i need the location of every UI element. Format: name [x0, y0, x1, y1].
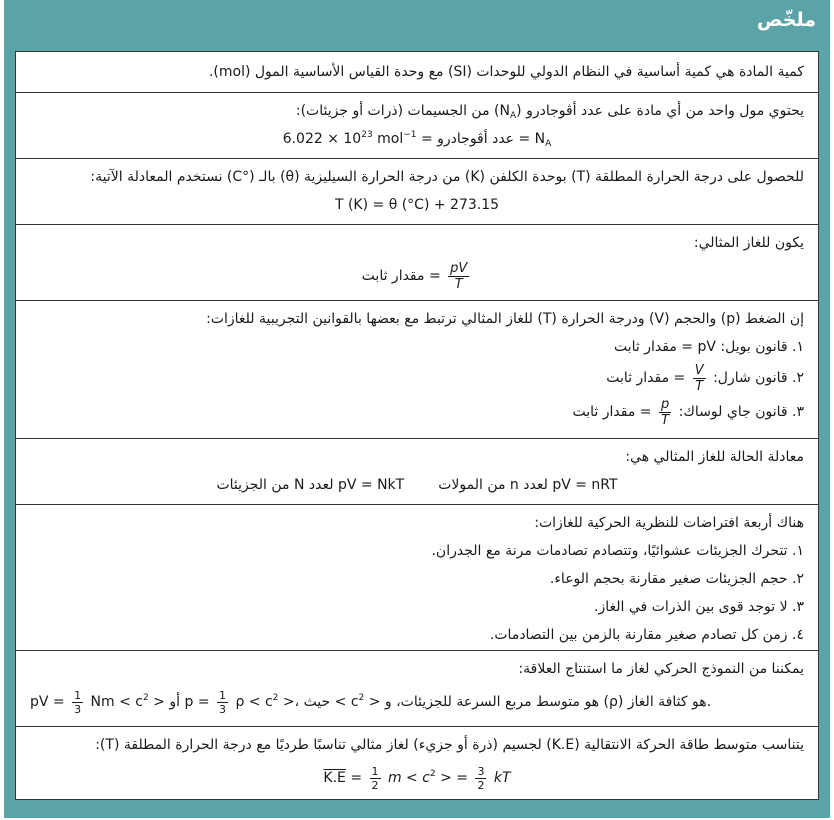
row9-frac2 [475, 766, 486, 791]
row9-eq-b-exp: 2 [429, 769, 436, 779]
summary-panel [4, 0, 830, 818]
row8-eq-ltr [30, 683, 711, 721]
row9-eq-b: m < c [383, 770, 430, 786]
row-avogadro [16, 93, 818, 159]
row2-text-main: يحتوي مول واحد من أي مادة على عدد أڤوجادرو (N [499, 103, 804, 119]
row-gas-laws [16, 301, 818, 439]
row7-item-1: ١. تتحرك الجزيئات عشوائيًا، وتتصادم تصادمات مرنة مع الجدران. [431, 543, 804, 559]
row2-eq-value: 6.022 × 10 [282, 131, 362, 147]
row8-eq-pre: pV = [30, 694, 70, 710]
row9-eq-ke: K.E [323, 770, 346, 786]
row8-equation [30, 683, 804, 721]
row3-eq: T (K) = θ (°C) + 273.15 [334, 197, 500, 213]
row5-charles-post: = مقدار ثابت [606, 370, 690, 386]
row5-charles-frac [693, 364, 706, 393]
row-amount-of-substance [16, 52, 818, 93]
row8-frac1-den: 3 [74, 702, 82, 716]
row-kinetic-energy [16, 727, 818, 799]
row3-equation [30, 191, 804, 219]
row4-frac-den: T [454, 276, 463, 292]
row4-frac-num: pV [450, 260, 468, 276]
row5-charles-den: T [695, 378, 704, 394]
row5-gl-num: p [660, 396, 670, 412]
row8-eq-post: ρ < c [231, 694, 273, 710]
row6-text: معادلة الحالة للغاز المثالي هي: [625, 449, 804, 465]
row8-frac2 [217, 690, 228, 715]
row8-frac2-num: 1 [219, 688, 226, 702]
row9-eq-d: kT [489, 770, 511, 786]
row8-frac2-den: 3 [219, 702, 226, 716]
row5-gl-label: ٣. قانون جاي لوساك: [674, 404, 804, 420]
row4-text: يكون للغاز المثالي: [693, 235, 804, 251]
row-ideal-gas [16, 225, 818, 301]
row8-eq-tail2: > هو متوسط مربع السرعة للجزيئات، و (ρ) هو كثافة الغاز. [364, 694, 712, 710]
row4-fraction [448, 262, 469, 291]
row2-eq-unit: mol [372, 131, 404, 147]
row5-boyle: ١. قانون بويل: pV = مقدار ثابت [614, 339, 804, 355]
row6-eq-moles: pV = nRT لعدد n من المولات [438, 477, 618, 493]
row2-eq-unit-exp: −1 [403, 130, 417, 140]
summary-table [15, 51, 819, 800]
row5-charles [30, 361, 804, 395]
row9-eq-c: > = [435, 770, 473, 786]
row2-eq-wrap [283, 125, 552, 153]
row5-charles-label: ٢. قانون شارل: [708, 370, 804, 386]
row5-gay-lussac [30, 395, 804, 429]
row8-eq-mid-exp: 2 [143, 693, 149, 703]
row1-text: كمية المادة هي كمية أساسية في النظام الدولي للوحدات (SI) مع وحدة القياس الأساسية المول (mol). [208, 64, 804, 80]
row8-eq-post-exp: 2 [272, 693, 279, 703]
row2-text [30, 97, 804, 125]
summary-header [4, 0, 830, 40]
row2-text-sub: A [509, 111, 517, 121]
row5-gl-frac [659, 398, 671, 427]
row6-equations [30, 471, 804, 499]
row9-frac1-num: 1 [371, 764, 379, 778]
row-kinetic-model [16, 651, 818, 727]
row9-frac1 [370, 766, 381, 791]
row3-text: للحصول على درجة الحرارة المطلقة (T) بوحدة الكلفن (K) من درجة الحرارة السيليزية (θ) بالـ (°C) نستخدم المعادلة الآتية: [90, 169, 804, 185]
row4-equation [30, 257, 804, 295]
row9-text: يتناسب متوسط طاقة الحركة الانتقالية (K.E) لجسيم (ذرة أو جزيء) لغاز مثالي تناسبًا طرديًا مع درجة الحرارة المطلقة (T): [95, 737, 804, 753]
row8-eq-wrap [30, 688, 712, 716]
row5-gl-den: T [661, 412, 670, 428]
row8-eq-mid: Nm < c [86, 694, 143, 710]
row2-eq-exp: 23 [361, 130, 373, 140]
row2-eq-rest: = عدد أڤوجادرو = N [416, 131, 546, 147]
row9-frac2-den: 2 [477, 778, 485, 792]
row7-text: هناك أربعة افتراضات للنظرية الحركية للغازات: [534, 515, 804, 531]
row8-text: يمكننا من النموذج الحركي لغاز ما استنتاج العلاقة: [518, 661, 804, 677]
row8-eq-tail-exp: 2 [358, 693, 365, 703]
row4-eq-rest: = مقدار ثابت [361, 268, 441, 284]
row8-frac1 [72, 690, 83, 715]
row7-item-4: ٤. زمن كل تصادم صغير مقارنة بالزمن بين التصادمات. [489, 627, 804, 643]
row7-item-3: ٣. لا توجد قوى بين الذرات في الغاز. [594, 599, 804, 615]
row8-eq-tail: >، حيث < c [278, 694, 359, 710]
row5-text: إن الضغط (p) والحجم (V) ودرجة الحرارة (T) للغاز المثالي ترتبط مع بعضها بالقوانين التجريبية للغازات: [206, 311, 804, 327]
row9-frac1-den: 2 [371, 778, 379, 792]
row2-text-end: ) من الجسيمات (ذرات أو جزيئات): [295, 103, 500, 119]
row5-gl-post: = مقدار ثابت [572, 404, 656, 420]
row9-frac2-num: 3 [477, 764, 485, 778]
row-kinetic-assumptions [16, 505, 818, 651]
row5-charles-num: V [694, 362, 704, 378]
row2-eq-sub: A [545, 139, 552, 149]
summary-title: ملخّص [756, 9, 816, 31]
row9-equation [30, 759, 804, 797]
row8-eq-mid2: > أو p = [148, 694, 214, 710]
row-equation-of-state [16, 439, 818, 505]
row7-item-2: ٢. حجم الجزيئات صغير مقارنة بحجم الوعاء. [549, 571, 804, 587]
row2-equation [30, 125, 804, 153]
row8-frac1-num: 1 [74, 688, 82, 702]
row-absolute-temperature [16, 159, 818, 225]
row6-eq-molecules: pV = NkT لعدد N من الجزيئات [216, 477, 405, 493]
row9-eq-a: = [345, 770, 367, 786]
